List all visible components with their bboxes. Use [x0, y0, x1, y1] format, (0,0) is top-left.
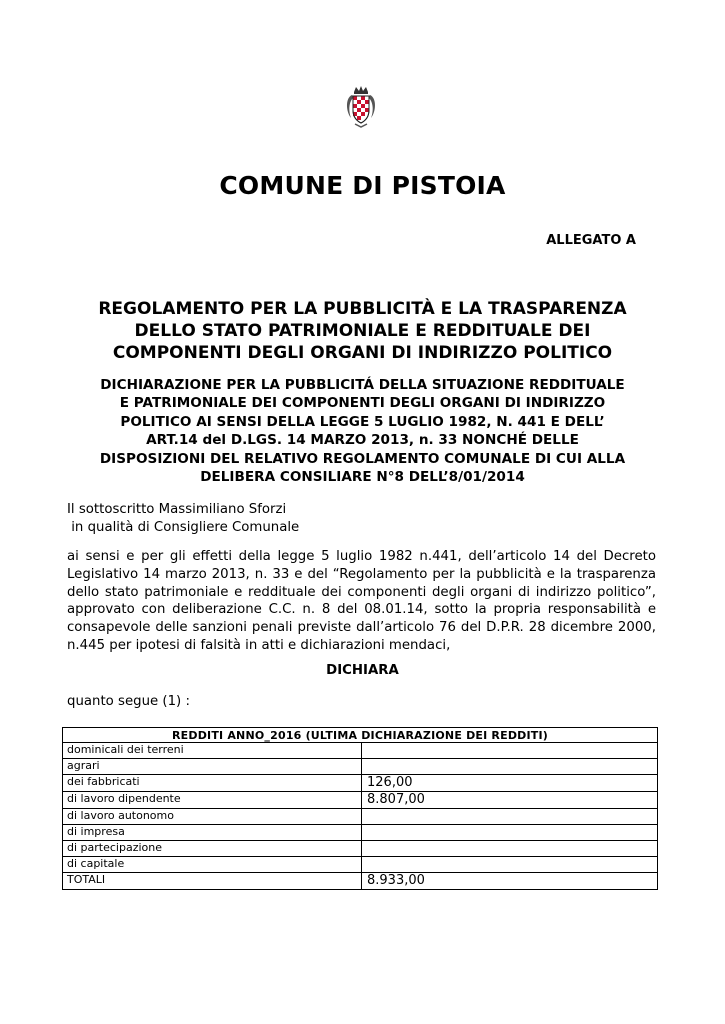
income-value: [362, 841, 658, 857]
regulation-title: [60, 298, 665, 364]
declaration-title-line: POLITICO AI SENSI DELLA LEGGE 5 LUGLIO 1982, N. 441 E DELL’: [120, 413, 605, 430]
income-value: [362, 809, 658, 825]
declaration-title-line: DICHIARAZIONE PER LA PUBBLICITÁ DELLA SITUAZIONE REDDITUALE: [100, 377, 625, 393]
income-value: 8.807,00: [362, 792, 658, 809]
income-value: [362, 759, 658, 775]
declaration-title-line: DISPOSIZIONI DEL RELATIVO REGOLAMENTO COMUNALE DI CUI ALLA: [99, 450, 626, 467]
pistoia-coat-of-arms-icon: [343, 86, 379, 128]
income-value: [362, 857, 658, 873]
regulation-title-line: DELLO STATO PATRIMONIALE E REDDITUALE DEI: [134, 321, 591, 341]
income-value: [362, 743, 658, 759]
signer-block: [67, 501, 299, 537]
income-value: 126,00: [362, 775, 658, 792]
signer-name: Il sottoscritto Massimiliano Sforzi: [67, 502, 287, 517]
income-value: 8.933,00: [362, 873, 658, 890]
quanto-segue-text: quanto segue (1) :: [67, 694, 190, 709]
table-row: [63, 825, 658, 841]
income-label: di impresa: [63, 825, 362, 841]
declaration-title-line: DELIBERA CONSILIARE N°8 DELL’8/01/2014: [200, 469, 525, 486]
income-label: dei fabbricati: [63, 775, 362, 792]
table-row: [63, 841, 658, 857]
income-value: [362, 825, 658, 841]
table-row: [63, 809, 658, 825]
income-label: dominicali dei terreni: [63, 743, 362, 759]
dichiara-heading: DICHIARA: [326, 663, 399, 678]
signer-role: in qualità di Consigliere Comunale: [67, 520, 300, 535]
table-header-row: [63, 728, 658, 743]
table-row: [63, 759, 658, 775]
income-label: di capitale: [63, 857, 362, 873]
table-row: [63, 857, 658, 873]
income-table: [62, 727, 658, 890]
declaration-title-line: ART.14 del D.LGS. 14 MARZO 2013, n. 33 NONCHÉ DELLE: [146, 432, 579, 449]
income-label: di lavoro dipendente: [63, 792, 362, 809]
table-row: [63, 775, 658, 792]
regulation-title-line: COMPONENTI DEGLI ORGANI DI INDIRIZZO POLITICO: [112, 343, 613, 363]
income-label: di lavoro autonomo: [63, 809, 362, 825]
income-label: di partecipazione: [63, 841, 362, 857]
table-row-totals: [63, 873, 658, 890]
regulation-title-line: REGOLAMENTO PER LA PUBBLICITÀ E LA TRASPARENZA: [98, 299, 627, 319]
attachment-label: ALLEGATO A: [546, 233, 636, 248]
table-row: [63, 792, 658, 809]
declaration-title: [60, 376, 665, 486]
table-row: [63, 743, 658, 759]
city-title: COMUNE DI PISTOIA: [219, 171, 506, 200]
income-label: agrari: [63, 759, 362, 775]
income-label: TOTALI: [63, 873, 362, 890]
declaration-body: ai sensi e per gli effetti della legge 5 luglio 1982 n.441, dell’articolo 14 del Decreto Legislativo 14 marzo 2013, n. 33 e del “Regolamento per la pubblicità e la trasparenza dello stato patrimoniale e reddituale dei componenti degli organi di indirizzo politico”, approvato con deliberazione C.C. n. 8 del 08.01.14, sotto la propria responsabilità e consapevole delle sanzioni penali previste dall’articolo 76 del D.P.R. 28 dicembre 2000, n.445 per ipotesi di falsità in atti e dichiarazioni mendaci,: [67, 549, 656, 653]
table-header: REDDITI ANNO_2016 (ULTIMA DICHIARAZIONE DEI REDDITI): [63, 728, 658, 743]
declaration-title-line: E PATRIMONIALE DEI COMPONENTI DEGLI ORGANI DI INDIRIZZO: [119, 395, 606, 412]
